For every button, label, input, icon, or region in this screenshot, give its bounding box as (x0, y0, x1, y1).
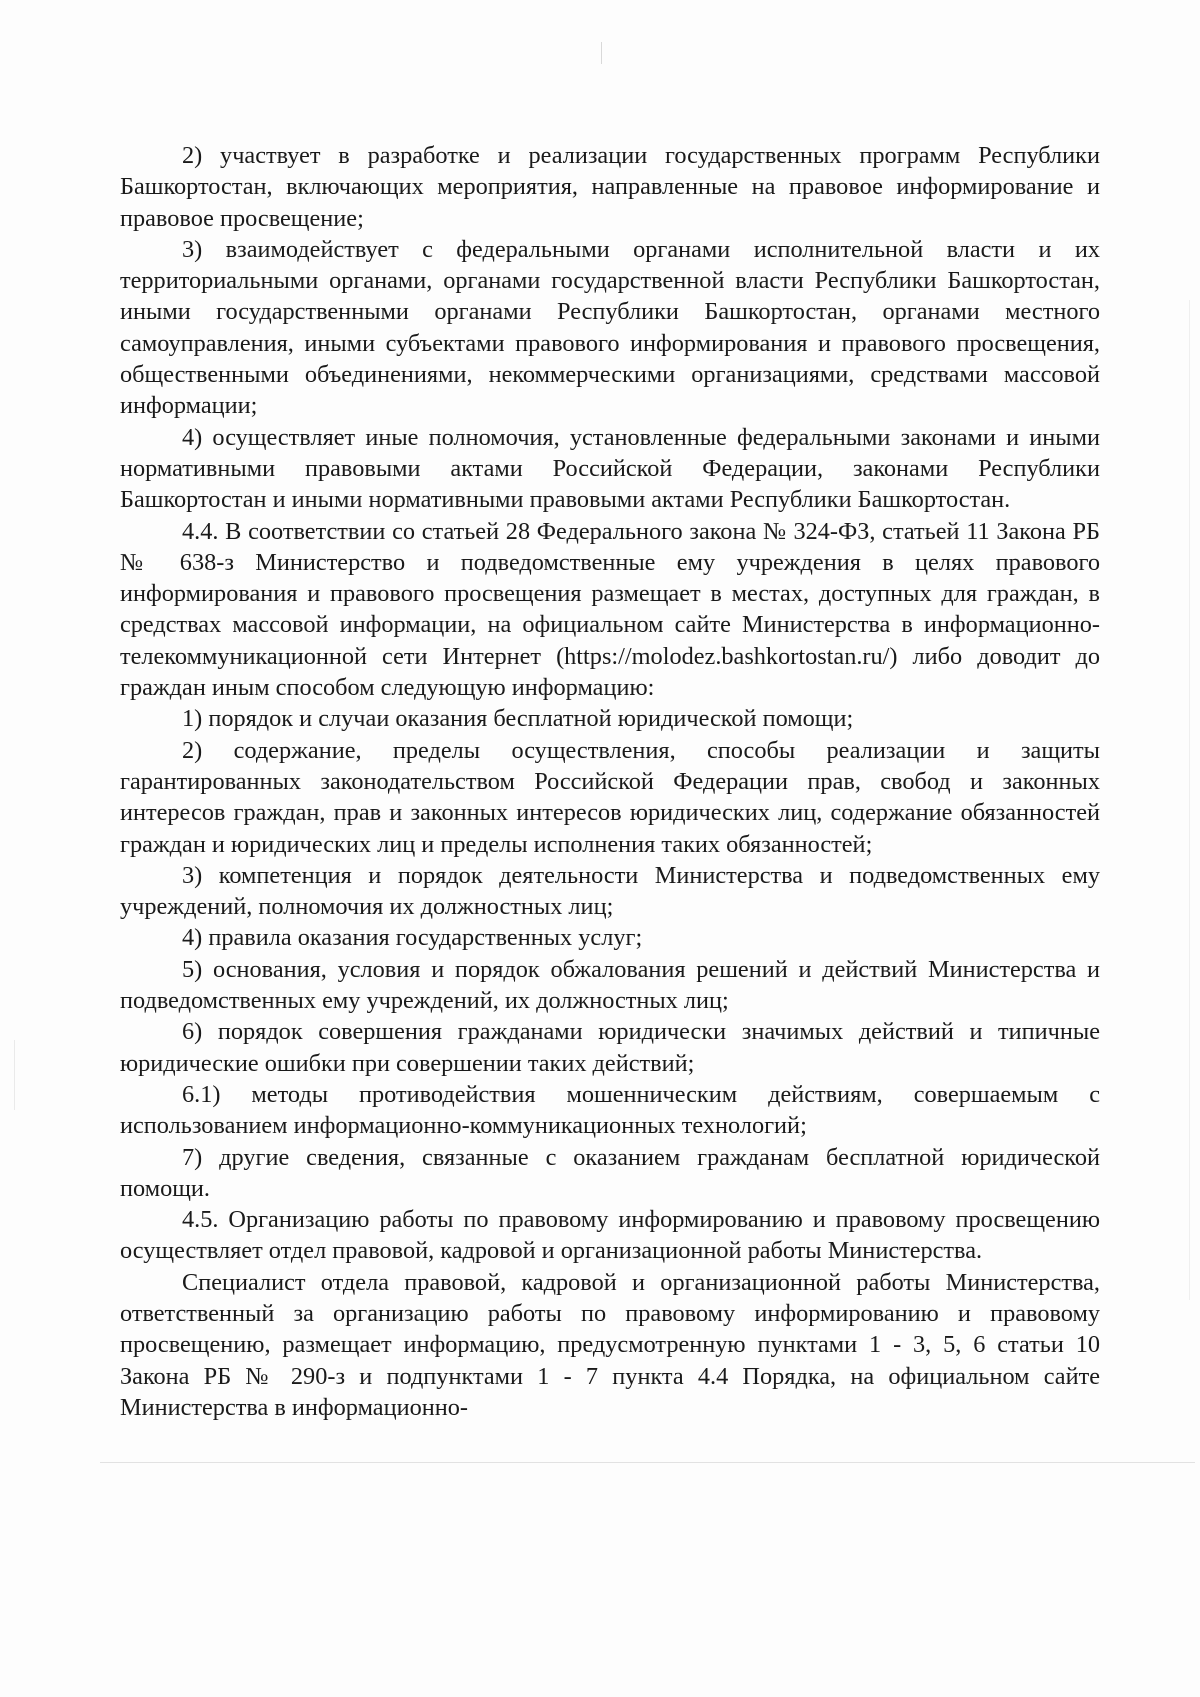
paragraph-3-interacts: 3) взаимодействует с федеральными органами исполнительной власти и их территориальными органами, органами государственной власти Республики Башкортостан, иными государственными органами Республики Башкортостан, органами местного самоуправления, иными субъектами правового информирования и правового просвещения, общественными объединениями, некоммерческими организациями, средствами массовой информации; (120, 235, 1100, 420)
list-item-2: 2) содержание, пределы осуществления, способы реализации и защиты гарантированных законодательством Российской Федерации прав, свобод и законных интересов граждан, прав и законных интересов юридических лиц, содержание обязанностей граждан и юридических лиц и пределы исполнения таких обязанностей; (120, 736, 1100, 858)
paragraph-4-5: 4.5. Организацию работы по правовому информированию и правовому просвещению осуществляет отдел правовой, кадровой и организационной работы Министерства. (120, 1206, 1100, 1265)
paragraph-4-other-powers: 4) осуществляет иные полномочия, установленные федеральными законами и иными нормативными правовыми актами Российской Федерации, законами Республики Башкортостан и иными нормативными правовыми актами Республики Башкортостан. (120, 423, 1100, 514)
list-item-7: 7) другие сведения, связанные с оказанием гражданам бесплатной юридической помощи. (120, 1143, 1100, 1202)
list-item-4: 4) правила оказания государственных услуг; (182, 924, 643, 952)
scan-artifact-right (1189, 300, 1190, 1300)
paragraph-4-4: 4.4. В соответствии со статьей 28 Федерального закона № 324-ФЗ, статьей 11 Закона РБ № 638-з Министерство и подведомственные ему учреждения в целях правового информирования и правового просвещения размещает в местах, доступных для граждан, в средствах массовой информации, на официальном сайте Министерства в информационно-телекоммуникационной сети Интернет (https://molodez.bashkortostan.ru/) либо доводит до граждан иным способом следующую информацию: (120, 517, 1100, 702)
list-item-3: 3) компетенция и порядок деятельности Министерства и подведомственных ему учреждений, полномочия их должностных лиц; (120, 861, 1100, 921)
list-item-5: 5) основания, условия и порядок обжалования решений и действий Министерства и подведомственных ему учреждений, их должностных лиц; (120, 955, 1100, 1015)
list-item-6: 6) порядок совершения гражданами юридически значимых действий и типичные юридические ошибки при совершении таких действий; (120, 1018, 1100, 1077)
list-item-6-1: 6.1) методы противодействия мошенническим действиям, совершаемым с использованием информационно-коммуникационных технологий; (120, 1080, 1100, 1140)
scan-artifact-top (601, 42, 602, 64)
list-item-1: 1) порядок и случаи оказания бесплатной юридической помощи; (182, 705, 854, 733)
paragraph-2-participates: 2) участвует в разработке и реализации государственных программ Республики Башкортостан, включающих мероприятия, направленные на правовое информирование и правовое просвещение; (120, 142, 1100, 232)
document-body (120, 140, 1100, 1423)
scan-artifact-line (100, 1462, 1195, 1463)
scan-artifact-left (14, 1040, 15, 1110)
paragraph-specialist: Специалист отдела правовой, кадровой и организационной работы Министерства, ответственный за организацию работы по правовому информированию и правовому просвещению, размещает информацию, предусмотренную пунктами 1 - 3, 5, 6 статьи 10 Закона РБ № 290-з и подпунктами 1 - 7 пункта 4.4 Порядка, на официальном сайте Министерства в информационно- (120, 1268, 1100, 1421)
